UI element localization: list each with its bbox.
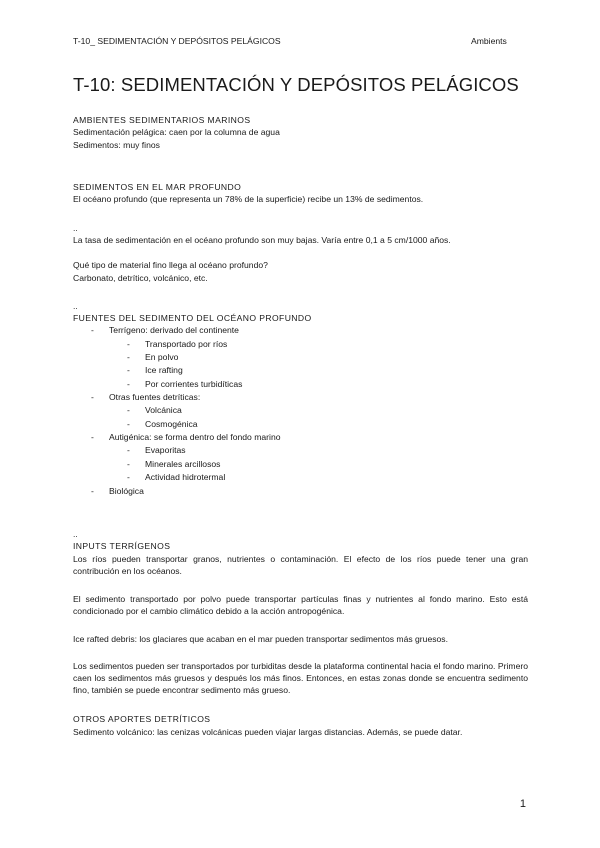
sub-list-item: Por corrientes turbidíticas <box>145 379 243 389</box>
list-dash: - <box>127 472 130 482</box>
running-header-section: Ambients <box>471 36 507 46</box>
sub-list-item: Evaporitas <box>145 445 186 455</box>
sub-list-item: En polvo <box>145 352 179 362</box>
running-header-title: T-10_ SEDIMENTACIÓN Y DEPÓSITOS PELÁGICOS <box>73 36 281 46</box>
list-dash: - <box>127 365 130 375</box>
list-item: Otras fuentes detríticas: <box>109 392 201 402</box>
list-dash: - <box>127 419 130 429</box>
list-dash: - <box>127 459 130 469</box>
separator-dots: .. <box>73 529 78 539</box>
list-dash: - <box>91 392 94 402</box>
sub-list-item: Minerales arcillosos <box>145 459 221 469</box>
page-number: 1 <box>519 798 526 810</box>
text-line: La tasa de sedimentación en el océano profundo son muy bajas. Varía entre 0,1 a 5 cm/1000 años. <box>73 235 451 245</box>
list-dash: - <box>127 445 130 455</box>
paragraph: Los ríos pueden transportar granos, nutrientes o contaminación. El efecto de los ríos puede tener una gran contribución en los océanos. <box>73 554 528 577</box>
text-line: Sedimentos: muy finos <box>73 140 160 150</box>
sub-list-item: Ice rafting <box>145 365 183 375</box>
page-title: T-10: SEDIMENTACIÓN Y DEPÓSITOS PELÁGICOS <box>73 74 519 95</box>
answer-line: Carbonato, detrítico, volcánico, etc. <box>73 273 208 283</box>
sub-list-item: Volcánica <box>145 405 182 415</box>
text-line: Sedimentación pelágica: caen por la columna de agua <box>73 127 280 137</box>
list-dash: - <box>127 405 130 415</box>
list-dash: - <box>91 486 94 496</box>
sub-list-item: Transportado por ríos <box>145 339 228 349</box>
list-dash: - <box>91 325 94 335</box>
section-heading-otros-aportes: OTROS APORTES DETRÍTICOS <box>73 714 211 724</box>
text-line: El océano profundo (que representa un 78% de la superficie) recibe un 13% de sedimentos. <box>73 194 424 204</box>
paragraph: El sedimento transportado por polvo puede transportar partículas finas y nutrientes al fondo marino. Esto está condicionado por el cambio climático debido a la acción antropogénica. <box>73 594 528 617</box>
list-item: Biológica <box>109 486 144 496</box>
paragraph: Los sedimentos pueden ser transportados por turbiditas desde la plataforma continental hacia el fondo marino. Primero caen los sedimentos más gruesos y después los más finos. Entonces, en estas zonas donde se encuentra sedimento fino, también se puede encontrar sedimento más grueso. <box>73 661 528 696</box>
section-heading-ambientes: AMBIENTES SEDIMENTARIOS MARINOS <box>73 115 251 125</box>
sub-list-item: Cosmogénica <box>145 419 198 429</box>
question-line: Qué tipo de material fino llega al océano profundo? <box>73 260 268 270</box>
section-heading-inputs-terrigenos: INPUTS TERRÍGENOS <box>73 541 171 551</box>
section-heading-fuentes: FUENTES DEL SEDIMENTO DEL OCÉANO PROFUNDO <box>73 313 312 323</box>
separator-dots: .. <box>73 301 78 311</box>
separator-dots: .. <box>73 223 78 233</box>
list-dash: - <box>127 379 130 389</box>
list-item: Terrígeno: derivado del continente <box>109 325 239 335</box>
list-item: Autigénica: se forma dentro del fondo marino <box>109 432 281 442</box>
sub-list-item: Actividad hidrotermal <box>145 472 226 482</box>
section-heading-mar-profundo: SEDIMENTOS EN EL MAR PROFUNDO <box>73 182 242 192</box>
list-dash: - <box>127 352 130 362</box>
list-dash: - <box>127 339 130 349</box>
paragraph: Ice rafted debris: los glaciares que acaban en el mar pueden transportar sedimentos más gruesos. <box>73 634 448 644</box>
list-dash: - <box>91 432 94 442</box>
paragraph: Sedimento volcánico: las cenizas volcánicas pueden viajar largas distancias. Además, se puede datar. <box>73 727 463 737</box>
